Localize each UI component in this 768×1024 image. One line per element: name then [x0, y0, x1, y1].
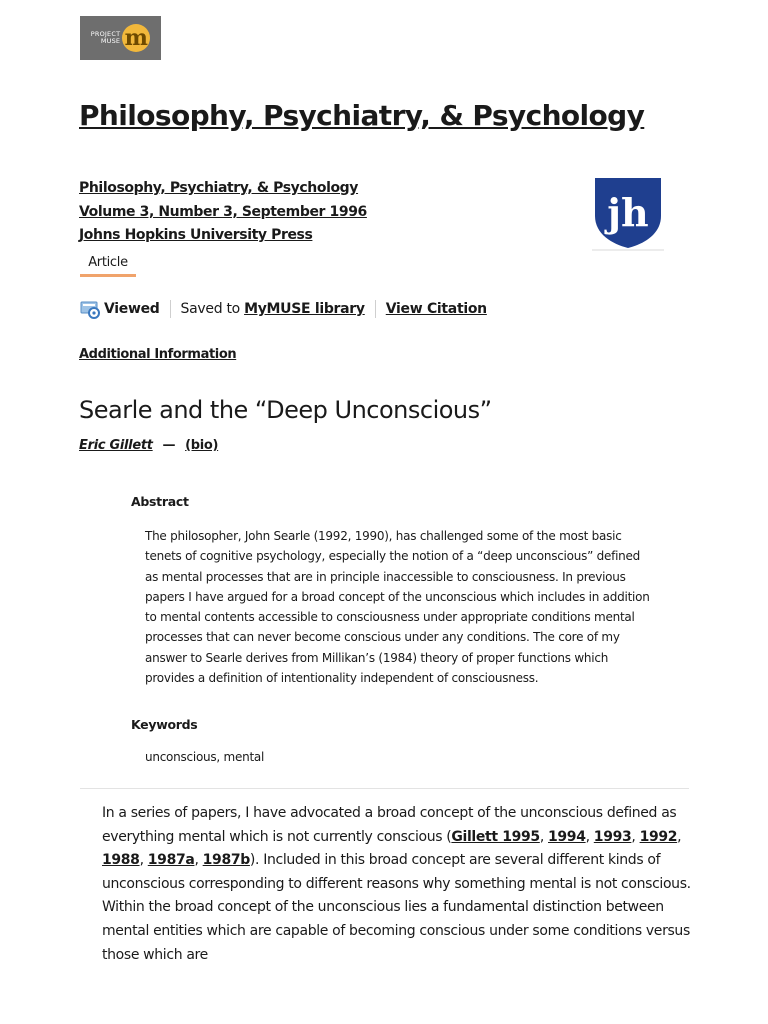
body-intro: In a series of papers, I have advocated a broad concept of the unconscious defined as everything mental which is not currently conscious ( [102, 805, 677, 845]
viewed-label: Viewed [104, 301, 160, 317]
tab-article[interactable]: Article [80, 253, 136, 277]
citation-separator: , [585, 828, 594, 845]
citation-separator: , [677, 828, 682, 845]
keywords-text: unconscious, mental [145, 750, 265, 764]
citation-separator: , [194, 852, 203, 869]
section-divider [80, 788, 689, 789]
action-divider [170, 300, 171, 318]
abstract-heading: Abstract [131, 494, 189, 509]
author-line [79, 438, 218, 453]
citation-link[interactable]: 1987a [147, 852, 195, 869]
citation-link[interactable]: 1988 [102, 852, 140, 869]
logo-text [91, 31, 121, 45]
jh-shield-icon[interactable] [592, 176, 664, 251]
viewed-icon [80, 299, 102, 319]
project-muse-logo[interactable] [80, 16, 161, 60]
citation-link[interactable]: 1987b [202, 852, 250, 869]
citation-link[interactable]: 1993 [593, 828, 632, 845]
journal-title-link[interactable]: Philosophy, Psychiatry, & Psychology [79, 99, 645, 132]
citation-separator: , [539, 828, 549, 845]
citation-separator: , [631, 828, 640, 845]
mymuse-library-link[interactable]: MyMUSE library [244, 301, 365, 317]
article-title: Searle and the “Deep Unconscious” [79, 396, 492, 424]
logo-line-2: MUSE [100, 37, 121, 45]
author-link[interactable]: Eric Gillett [79, 438, 153, 453]
body-rest: ). Included in this broad concept are several different kinds of unconscious corresponding to different reasons why something mental is not conscious. Within the broad concept of the unconscious lies a fundamental distinction between mental entities which are capable of becoming conscious under some conditions versus those which are [102, 852, 691, 963]
citation-separator: , [139, 852, 148, 869]
saved-prefix: Saved to [180, 301, 245, 317]
abstract-text: The philosopher, John Searle (1992, 1990), has challenged some of the most basic tenets of cognitive psychology, especially the notion of a “deep unconscious” defined as mental processes that are in principle inaccessible to consciousness. In previous papers I have argued for a broad concept of the unconscious which includes in addition to mental contents accessible to consciousness under appropriate conditions mental processes that can never become conscious under any conditions. The core of my answer to Searle derives from Millikan’s (1984) theory of proper functions which provides a definition of intentionality independent of consciousness. [145, 529, 650, 686]
article-body-paragraph [102, 802, 692, 967]
citation-link[interactable]: 1992 [639, 828, 678, 845]
additional-information-link[interactable]: Additional Information [79, 347, 237, 362]
bio-link[interactable]: (bio) [185, 438, 219, 453]
action-divider [375, 300, 376, 318]
citation-link[interactable]: 1994 [548, 828, 586, 845]
muse-m-icon: m [122, 24, 150, 52]
author-dash: — [162, 438, 176, 453]
keywords-heading: Keywords [131, 717, 198, 732]
journal-name-link[interactable]: Philosophy, Psychiatry, & Psychology [79, 180, 359, 196]
article-actions [80, 297, 487, 321]
svg-text:jh: jh [607, 190, 649, 235]
logo-line-1: PROJECT [90, 30, 121, 38]
citation-link[interactable]: Gillett 1995 [451, 828, 540, 845]
publisher-link[interactable]: Johns Hopkins University Press [79, 227, 313, 243]
issue-metadata [79, 177, 367, 248]
view-citation-link[interactable]: View Citation [385, 301, 487, 317]
issue-link[interactable]: Volume 3, Number 3, September 1996 [79, 203, 367, 220]
